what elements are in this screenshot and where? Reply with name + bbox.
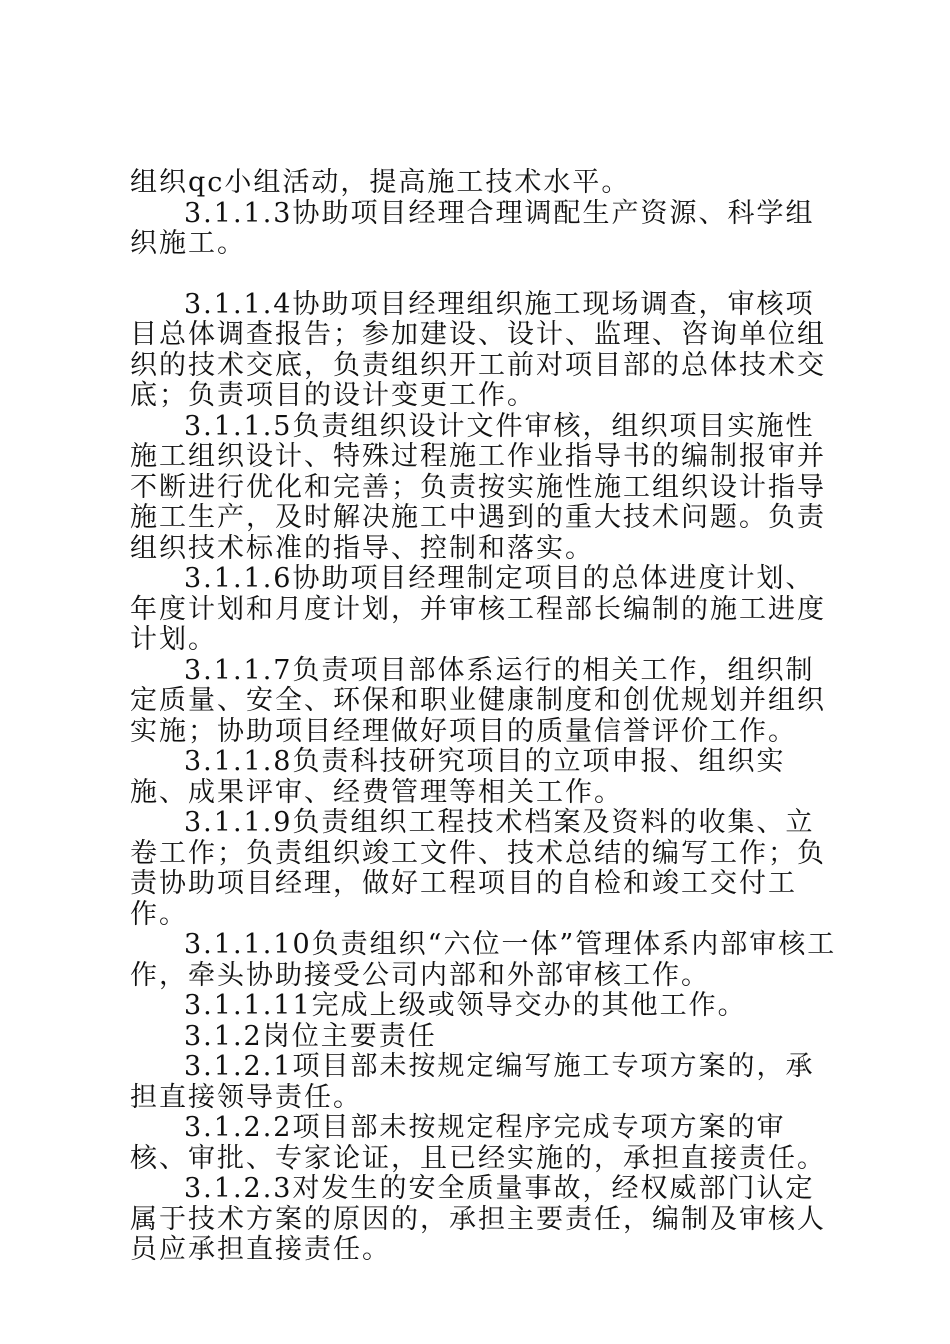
paragraph: 3.1.1.3协助项目经理合理调配生产资源、科学组织施工。 — [130, 197, 815, 259]
paragraph: 3.1.1.9负责组织工程技术档案及资料的收集、立卷工作；负责组织竣工文件、技术总结的编写工作；负责协助项目经理，做好工程项目的自检和竣工交付工作。 — [130, 807, 826, 930]
paragraph: 组织qc小组活动，提高施工技术水平。 — [130, 167, 631, 198]
paragraph: 3.1.2.2项目部未按规定程序完成专项方案的审核、审批、专家论证，且已经实施的，承担直接责任。 — [130, 1112, 826, 1174]
paragraph: 3.1.2.3对发生的安全质量事故，经权威部门认定属于技术方案的原因的，承担主要责任，编制及审核人员应承担直接责任。 — [130, 1173, 826, 1265]
paragraph: 3.1.1.8负责科技研究项目的立项申报、组织实施、成果评审、经费管理等相关工作。 — [130, 746, 786, 808]
paragraph: 3.1.1.4协助项目经理组织施工现场调查，审核项目总体调查报告；参加建设、设计、监理、咨询单位组织的技术交底，负责组织开工前对项目部的总体技术交底；负责项目的设计变更工作。 — [130, 288, 826, 411]
paragraph: 3.1.1.7负责项目部体系运行的相关工作，组织制定质量、安全、环保和职业健康制度和创优规划并组织实施；协助项目经理做好项目的质量信誉评价工作。 — [130, 654, 826, 747]
section-heading: 3.1.2岗位主要责任 — [184, 1020, 437, 1052]
paragraph: 3.1.2.1项目部未按规定编写施工专项方案的，承担直接领导责任。 — [130, 1051, 815, 1113]
document-body — [130, 168, 842, 1266]
paragraph: 3.1.1.11完成上级或领导交办的其他工作。 — [184, 990, 747, 1021]
paragraph: 3.1.1.10负责组织“六位一体”管理体系内部审核工作，牵头协助接受公司内部和外部审核工作。 — [130, 929, 837, 991]
paragraph: 3.1.1.6协助项目经理制定项目的总体进度计划、年度计划和月度计划，并审核工程部长编制的施工进度计划。 — [130, 563, 826, 655]
paragraph: 3.1.1.5负责组织设计文件审核，组织项目实施性施工组织设计、特殊过程施工作业指导书的编制报审并不断进行优化和完善；负责按实施性施工组织设计指导施工生产，及时解决施工中遇到的重大技术问题。负责组织技术标准的指导、控制和落实。 — [130, 410, 826, 564]
